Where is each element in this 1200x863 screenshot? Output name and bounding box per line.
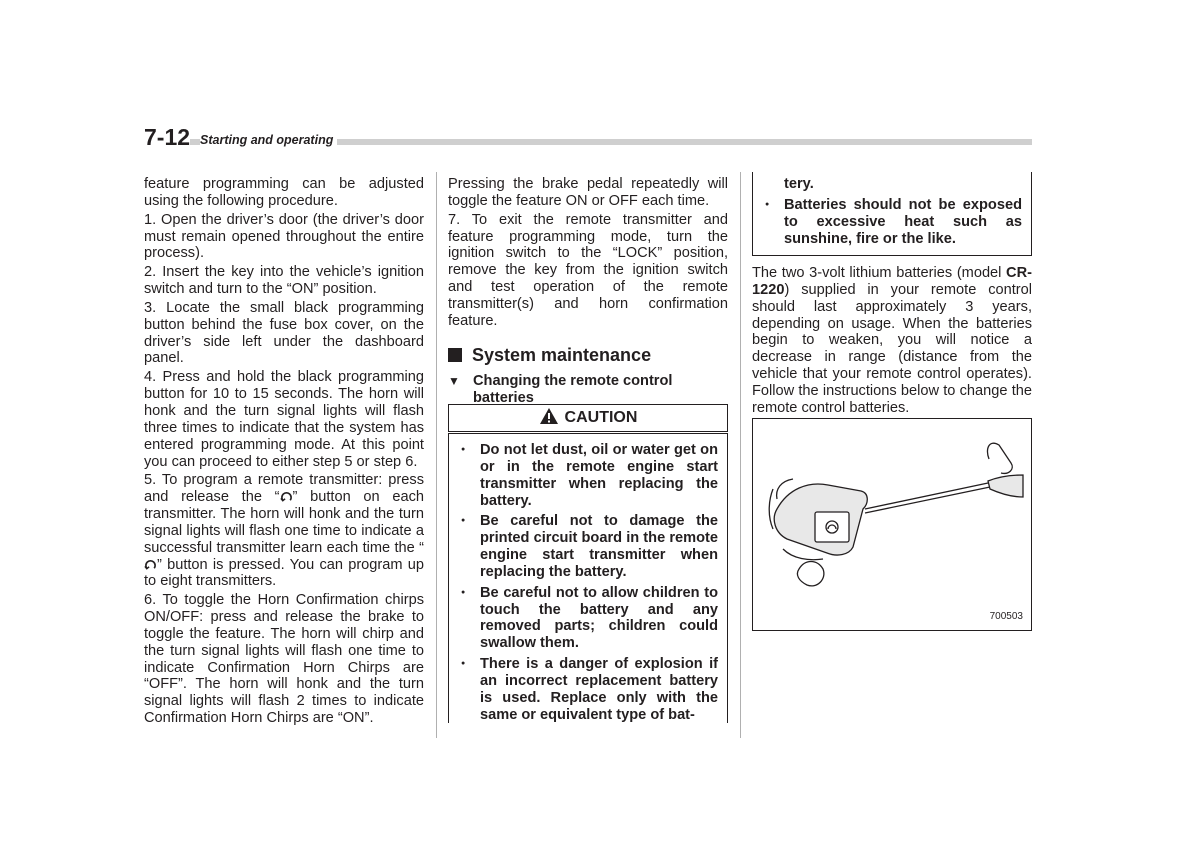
- page-number: 7-12: [144, 124, 191, 150]
- paragraph: feature programming can be adjusted using the following procedure.: [144, 176, 424, 209]
- caution-header: [448, 404, 728, 432]
- step-7: 7. To exit the remote transmitter and feature programming mode, turn the ignition switch to the “LOCK” position, remove the key from the ignition switch and test operation of the remote transmitter(s) and horn confirmation feature.: [448, 211, 728, 329]
- caution-label: CAUTION: [564, 409, 638, 426]
- step-5-text: 5. To program a remote transmitter: press and release the “: [144, 472, 424, 506]
- step-4: 4. Press and hold the black programming button for 10 to 15 seconds. The horn will honk and the turn signal lights will flash three times to indicate that the system has entered programming mode. At this point you can proceed to either step 5 or step 6.: [144, 369, 424, 470]
- step-6: 6. To toggle the Horn Confirmation chirps ON/OFF: press and release the brake to toggle the feature. The horn will chirp and the turn signal lights will flash one time to indicate Confirmation Horn Chirps are “OFF”. The horn will honk and the turn signal lights will flash 2 times to indicate Confirmation Horn Chirps are “ON”.: [144, 592, 424, 727]
- caution-item: ● Do not let dust, oil or water get on or in the remote engine start transmitter when replacing the battery.: [457, 442, 718, 509]
- triangle-icon: ▼: [448, 374, 460, 389]
- section-heading: [448, 344, 728, 365]
- remote-start-icon: [280, 490, 293, 503]
- caution-item: ● Batteries should not be exposed to excessive heat such as sunshine, fire or the like.: [761, 197, 1022, 248]
- column-1: [144, 176, 424, 729]
- battery-paragraph: [752, 265, 1032, 417]
- section-title: Starting and operating: [200, 133, 337, 147]
- battery-model: CR-1220: [752, 265, 1032, 298]
- column-2: [448, 176, 728, 415]
- remote-battery-illustration: [753, 419, 1031, 630]
- sub-heading: [448, 373, 728, 407]
- step-1: 1. Open the driver’s door (the driver’s door must remain opened throughout the entire process).: [144, 211, 424, 262]
- column-divider: [740, 172, 741, 738]
- step-3: 3. Locate the small black programming button behind the fuse box cover, on the driver’s side left under the dashboard panel.: [144, 299, 424, 367]
- column-divider: [436, 172, 437, 738]
- caution-item: ● There is a danger of explosion if an incorrect replacement battery is used. Replace only with the same or equivalent type of bat-: [457, 656, 718, 723]
- column-3: [752, 265, 1032, 419]
- paragraph-text: ) supplied in your remote control should last approximately 3 years, depending on usage. When the batteries begin to weaken, you will notice a decrease in range (distance from the vehicle that your remote control operates). Follow the instructions below to change the remote control batteries.: [752, 281, 1032, 416]
- step-5: [144, 472, 424, 590]
- paragraph: Pressing the brake pedal repeatedly will toggle the feature ON or OFF each time.: [448, 176, 728, 209]
- section-square-icon: [448, 348, 462, 362]
- section-heading-text: System maintenance: [472, 344, 652, 365]
- caution-item: ● Be careful not to damage the printed circuit board in the remote engine start transmitter when replacing the battery.: [457, 513, 718, 580]
- sub-heading-text: Changing the remote control batteries: [473, 373, 673, 407]
- caution-body-continued: [752, 172, 1032, 256]
- remote-start-icon: [144, 558, 157, 571]
- caution-item: ● Be careful not to allow children to touch the battery and any removed parts; children could swallow them.: [457, 585, 718, 652]
- warning-triangle-icon: [539, 407, 559, 425]
- figure-code: 700503: [989, 611, 1023, 622]
- step-5-text: ” button is pressed. You can program up to eight transmitters.: [144, 556, 424, 590]
- caution-body: [448, 433, 728, 723]
- caution-item-continued: tery.: [784, 176, 814, 192]
- step-2: 2. Insert the key into the vehicle’s ignition switch and turn to the “ON” position.: [144, 264, 424, 298]
- step-5-text: ” button on each transmitter. The horn will honk and the turn signal lights will flash one time to indicate a successful transmitter learn each time the “: [144, 489, 425, 556]
- paragraph-text: The two 3-volt lithium batteries (model: [752, 265, 1007, 281]
- battery-figure: [752, 418, 1032, 631]
